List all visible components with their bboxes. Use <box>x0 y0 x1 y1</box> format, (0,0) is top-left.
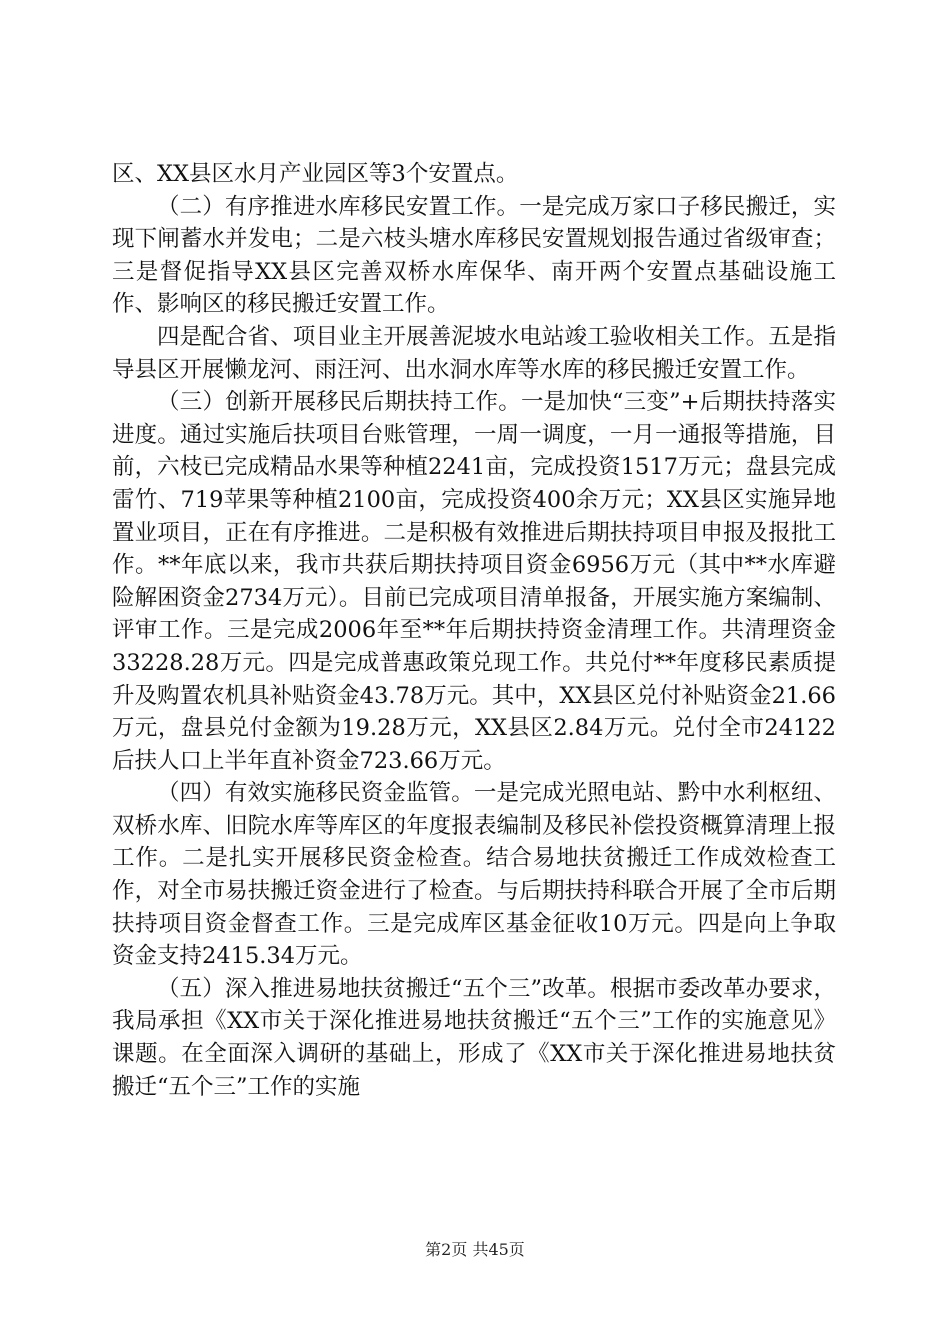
paragraph-fund-supervision: （四）有效实施移民资金监管。一是完成光照电站、黔中水利枢纽、双桥水库、旧院水库等库区的年度报表编制及移民补偿投资概算清理上报工作。二是扎实开展移民资金检查。结合易地扶贫搬迁工作成效检查工作，对全市易扶搬迁资金进行了检查。与后期扶持科联合开展了全市后期扶持项目资金督查工作。三是完成库区基金征收10万元。四是向上争取资金支持2415.34万元。 <box>112 780 836 970</box>
paragraph-continuation: 区、XX县区水月产业园区等3个安置点。 <box>112 161 519 187</box>
paragraph-later-support: （三）创新开展移民后期扶持工作。一是加快“三变”+后期扶持落实进度。通过实施后扶项目台账管理，一周一调度，一月一通报等措施，目前，六枝已完成精品水果等种植2241亩，完成投资1517万元；盘县完成雷竹、719苹果等种植2100亩，完成投资400余万元；XX县区实施异地置业项目，正在有序推进。二是积极有效推进后期扶持项目申报及报批工作。**年底以来，我市共获后期扶持项目资金6956万元（其中**水库避险解困资金2734万元）。目前已完成项目清单报备，开展实施方案编制、评审工作。三是完成2006年至**年后期扶持资金清理工作。共清理资金33228.28万元。四是完成普惠政策兑现工作。共兑付**年度移民素质提升及购置农机具补贴资金43.78万元。其中，XX县区兑付补贴资金21.66万元，盘县兑付金额为19.28万元，XX县区2.84万元。兑付全市24122后扶人口上半年直补资金723.66万元。 <box>112 389 836 774</box>
paragraph-relocation-reform: （五）深入推进易地扶贫搬迁“五个三”改革。根据市委改革办要求，我局承担《XX市关于深化推进易地扶贫搬迁“五个三”工作的实施意见》课题。在全面深入调研的基础上，形成了《XX市关于深化推进易地扶贫搬迁“五个三”工作的实施 <box>112 975 836 1100</box>
page-footer: 第2页 共45页 <box>425 1240 525 1259</box>
paragraph-hydropower-acceptance: 四是配合省、项目业主开展善泥坡水电站竣工验收相关工作。五是指导县区开展懒龙河、雨汪河、出水洞水库等水库的移民搬迁安置工作。 <box>112 323 836 383</box>
paragraph-reservoir-resettlement: （二）有序推进水库移民安置工作。一是完成万家口子移民搬迁，实现下闸蓄水并发电；二是六枝头塘水库移民安置规划报告通过省级审查；三是督促指导XX县区完善双桥水库保华、南开两个安置点基础设施工作、影响区的移民搬迁安置工作。 <box>112 193 836 318</box>
document-body <box>112 158 836 1103</box>
